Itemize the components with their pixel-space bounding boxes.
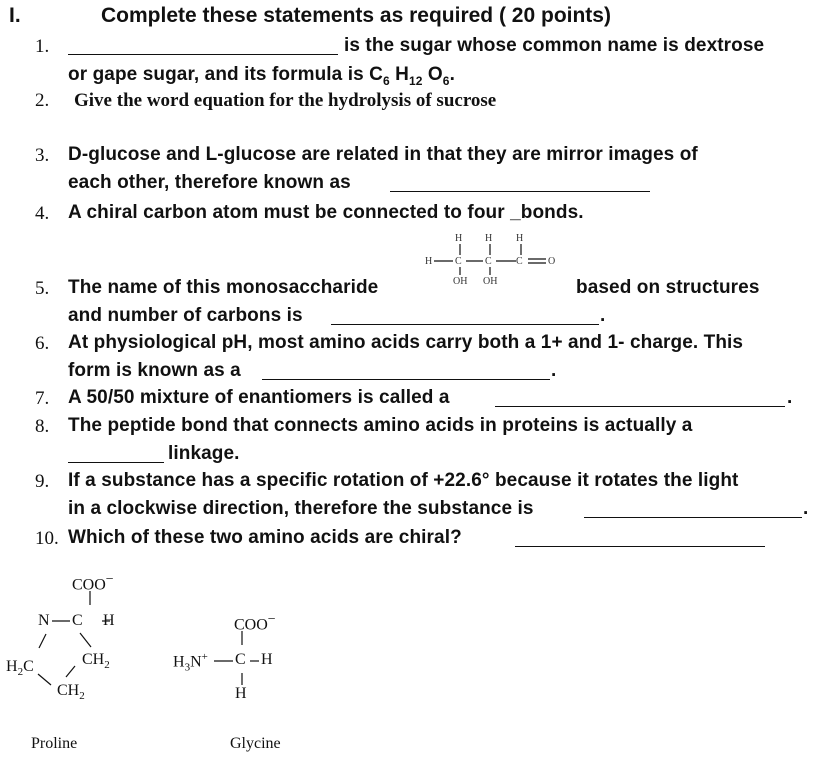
proline-ch2-bottom: $CH_2$	[57, 682, 85, 703]
mono-c-1: C	[455, 256, 462, 267]
q5-text-right: based on structures	[576, 277, 760, 298]
q10-answer-blank[interactable]	[515, 530, 765, 552]
q6-number: 6.	[35, 333, 50, 354]
q6-period: .	[551, 360, 557, 381]
glycine-coo: COO−	[234, 612, 276, 634]
q9-text-line2: in a clockwise direction, therefore the substance is	[68, 498, 534, 519]
q3-text-line1: D-glucose and L-glucose are related in that they are mirror images of	[68, 144, 698, 165]
q9-answer-blank[interactable]	[584, 501, 802, 523]
q7-number: 7.	[35, 388, 50, 409]
proline-ch2-right: $CH_2$	[82, 651, 110, 672]
q3-answer-blank[interactable]	[390, 175, 650, 197]
q8-number: 8.	[35, 416, 50, 437]
proline-h: H	[103, 612, 115, 629]
q7-answer-blank[interactable]	[495, 390, 785, 412]
proline-coo: COO−	[72, 572, 114, 594]
mono-h-top-3: H	[516, 233, 524, 244]
q9-period: .	[803, 498, 809, 519]
q3-text-line2: each other, therefore known as	[68, 172, 351, 193]
q6-text-line1: At physiological pH, most amino acids carry both a 1+ and 1- charge. This	[68, 332, 744, 353]
q10-text: Which of these two amino acids are chiral?	[68, 527, 462, 548]
proline-n: N	[38, 612, 50, 629]
mono-oh-2: OH	[483, 276, 498, 287]
q1-text-line2: or gape sugar, and its formula is $C_6$ $H_{12}$ $O_6$.	[68, 64, 455, 88]
q4-text: A chiral carbon atom must be connected to four _bonds.	[68, 202, 584, 223]
glycine-label: Glycine	[230, 735, 281, 752]
section-number: I.	[9, 4, 21, 27]
mono-o: O	[548, 256, 556, 267]
mono-h-top-1: H	[455, 233, 463, 244]
q5-number: 5.	[35, 278, 50, 299]
q8-answer-blank[interactable]	[68, 446, 164, 468]
mono-h-left: H	[425, 256, 433, 267]
monosaccharide-structure	[420, 230, 570, 290]
glycine-alpha-c: C	[235, 651, 246, 668]
q5-period: .	[600, 305, 606, 326]
q4-number: 4.	[35, 203, 50, 224]
q9-number: 9.	[35, 471, 50, 492]
q5-text-line2: and number of carbons is	[68, 305, 303, 326]
q7-text: A 50/50 mixture of enantiomers is called a	[68, 387, 450, 408]
proline-h2c: $H_2C$	[6, 658, 34, 679]
q1-number: 1.	[35, 36, 50, 57]
q6-answer-blank[interactable]	[262, 363, 550, 385]
q5-answer-blank[interactable]	[331, 308, 599, 330]
proline-alpha-c: C	[72, 612, 83, 629]
q9-text-line1: If a substance has a specific rotation of +22.6° because it rotates the light	[68, 470, 739, 491]
proline-structure	[0, 565, 160, 755]
q5-text-line1: The name of this monosaccharide	[68, 277, 379, 298]
mono-h-top-2: H	[485, 233, 493, 244]
q7-period: .	[787, 387, 793, 408]
q3-number: 3.	[35, 145, 50, 166]
q2-number: 2.	[35, 90, 50, 111]
proline-label: Proline	[31, 735, 78, 752]
glycine-h3n: $H_3N^+$	[173, 651, 208, 674]
page-title: Complete these statements as required ( 20 points)	[101, 4, 611, 27]
glycine-structure	[170, 605, 330, 755]
q1-text: is the sugar whose common name is dextrose	[344, 35, 765, 56]
mono-oh-1: OH	[453, 276, 468, 287]
mono-c-2: C	[485, 256, 492, 267]
glycine-h-right: H	[261, 651, 273, 668]
q10-number: 10.	[35, 528, 59, 549]
q6-text-line2: form is known as a	[68, 360, 241, 381]
q8-text-line1: The peptide bond that connects amino acids in proteins is actually a	[68, 415, 693, 436]
q1-answer-blank[interactable]	[68, 38, 338, 60]
q2-text: Give the word equation for the hydrolysis of sucrose	[74, 90, 497, 111]
glycine-h-bottom: H	[235, 685, 247, 702]
q8-text-line2: linkage.	[168, 443, 240, 464]
mono-c-3: C	[516, 256, 523, 267]
